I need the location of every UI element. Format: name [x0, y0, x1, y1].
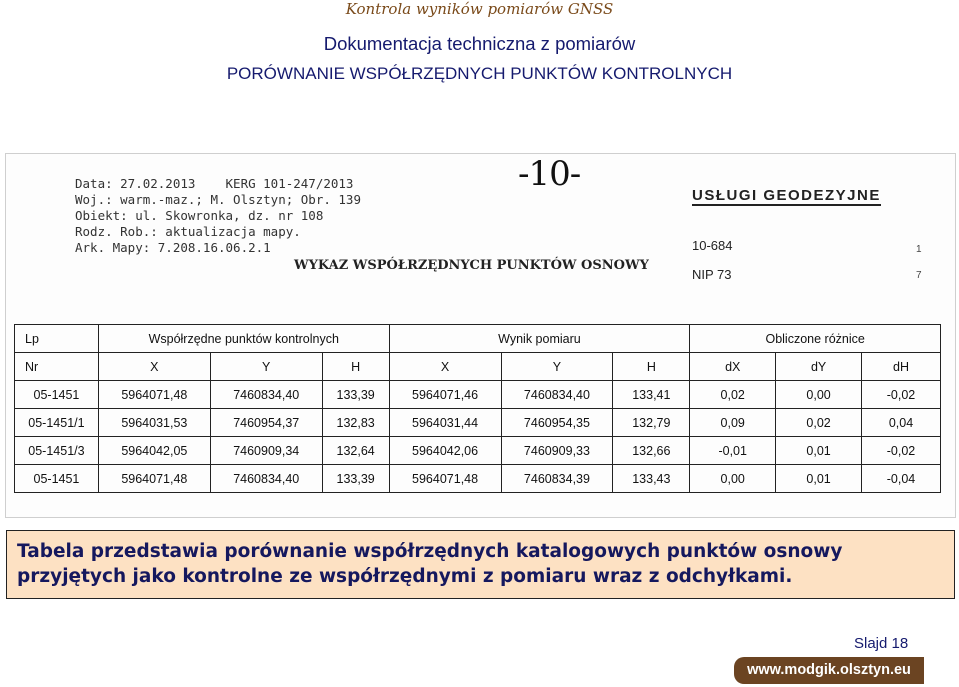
- table-row: [15, 381, 941, 409]
- table-cell: 0,04: [862, 409, 941, 437]
- website-link[interactable]: www.modgik.olsztyn.eu: [734, 657, 924, 684]
- column-header: X: [98, 353, 210, 381]
- list-title: WYKAZ WSPÓŁRZĘDNYCH PUNKTÓW OSNOWY: [294, 258, 649, 273]
- table-cell: 7460909,33: [501, 437, 613, 465]
- table-cell: 133,43: [613, 465, 690, 493]
- table-cell: 132,66: [613, 437, 690, 465]
- table-cell: 0,01: [776, 437, 862, 465]
- table-cell: 5964042,05: [98, 437, 210, 465]
- table-cell: 0,02: [776, 409, 862, 437]
- table-cell: 7460834,40: [210, 465, 322, 493]
- table-column-header: [15, 353, 941, 381]
- table-cell: -0,04: [862, 465, 941, 493]
- column-header: Y: [501, 353, 613, 381]
- group-lp: Lp: [15, 325, 99, 353]
- table-cell: 0,09: [690, 409, 776, 437]
- table-cell: 5964071,46: [389, 381, 501, 409]
- column-header: dY: [776, 353, 862, 381]
- table-cell: 7460954,35: [501, 409, 613, 437]
- table-cell: 0,00: [776, 381, 862, 409]
- table-cell: 7460834,39: [501, 465, 613, 493]
- scanned-document: [5, 153, 956, 518]
- table-cell: 0,00: [690, 465, 776, 493]
- table-cell: 5964031,53: [98, 409, 210, 437]
- table-group-header: [15, 325, 941, 353]
- table-row: [15, 437, 941, 465]
- column-header: H: [322, 353, 389, 381]
- handwritten-page-number: -10-: [518, 154, 581, 194]
- table-cell: 05-1451/1: [15, 409, 99, 437]
- group-control-coordinates: Współrzędne punktów kontrolnych: [98, 325, 389, 353]
- table-cell: 132,83: [322, 409, 389, 437]
- column-header: Nr: [15, 353, 99, 381]
- table-cell: -0,02: [862, 381, 941, 409]
- column-header: dH: [862, 353, 941, 381]
- table-cell: 7460954,37: [210, 409, 322, 437]
- table-cell: 0,01: [776, 465, 862, 493]
- column-header: Y: [210, 353, 322, 381]
- table-cell: 0,02: [690, 381, 776, 409]
- table-cell: 7460834,40: [501, 381, 613, 409]
- table-cell: 5964071,48: [98, 381, 210, 409]
- firm-stamp: USŁUGI GEODEZYJNE: [692, 187, 881, 204]
- edge-mark: 7: [916, 270, 922, 281]
- group-computed-differences: Obliczone różnice: [690, 325, 941, 353]
- table-cell: -0,02: [862, 437, 941, 465]
- document-info: Data: 27.02.2013 KERG 101-247/2013 Woj.: warm.-maz.; M. Olsztyn; Obr. 139 Obiekt: ul. Skowronka, dz. nr 108 Rodz. Rob.: aktualizacja mapy. Ark. Mapy: 7.208.16.06.2.1: [75, 176, 361, 255]
- caption-box: Tabela przedstawia porównanie współrzędnych katalogowych punktów osnowy przyjętych jako kontrolne ze współrzędnymi z pomiaru wraz z odchyłkami.: [6, 530, 955, 599]
- slide-heading: Dokumentacja techniczna z pomiarów: [323, 33, 636, 54]
- table-cell: 5964071,48: [389, 465, 501, 493]
- slide-subheading: PORÓWNANIE WSPÓŁRZĘDNYCH PUNKTÓW KONTROLNYCH: [226, 64, 733, 83]
- presentation-title: Kontrola wyników pomiarów GNSS: [345, 0, 614, 18]
- table-cell: 5964071,48: [98, 465, 210, 493]
- table-cell: 133,39: [322, 381, 389, 409]
- table-cell: 5964031,44: [389, 409, 501, 437]
- column-header: X: [389, 353, 501, 381]
- column-header: H: [613, 353, 690, 381]
- table-cell: 05-1451: [15, 381, 99, 409]
- slide-number: Slajd 18: [854, 635, 909, 652]
- group-measurement-result: Wynik pomiaru: [389, 325, 690, 353]
- table-cell: -0,01: [690, 437, 776, 465]
- table-cell: 05-1451: [15, 465, 99, 493]
- table-row: [15, 409, 941, 437]
- table-cell: 132,64: [322, 437, 389, 465]
- edge-mark: 1: [916, 244, 922, 255]
- table-cell: 132,79: [613, 409, 690, 437]
- table-cell: 133,39: [322, 465, 389, 493]
- table-cell: 5964042,06: [389, 437, 501, 465]
- table-cell: 05-1451/3: [15, 437, 99, 465]
- table-row: [15, 465, 941, 493]
- table-cell: 7460909,34: [210, 437, 322, 465]
- coordinates-table: [14, 324, 941, 493]
- table-cell: 133,41: [613, 381, 690, 409]
- table-cell: 7460834,40: [210, 381, 322, 409]
- firm-nip: NIP 73: [692, 267, 732, 282]
- firm-postal-code: 10-684: [692, 238, 733, 253]
- column-header: dX: [690, 353, 776, 381]
